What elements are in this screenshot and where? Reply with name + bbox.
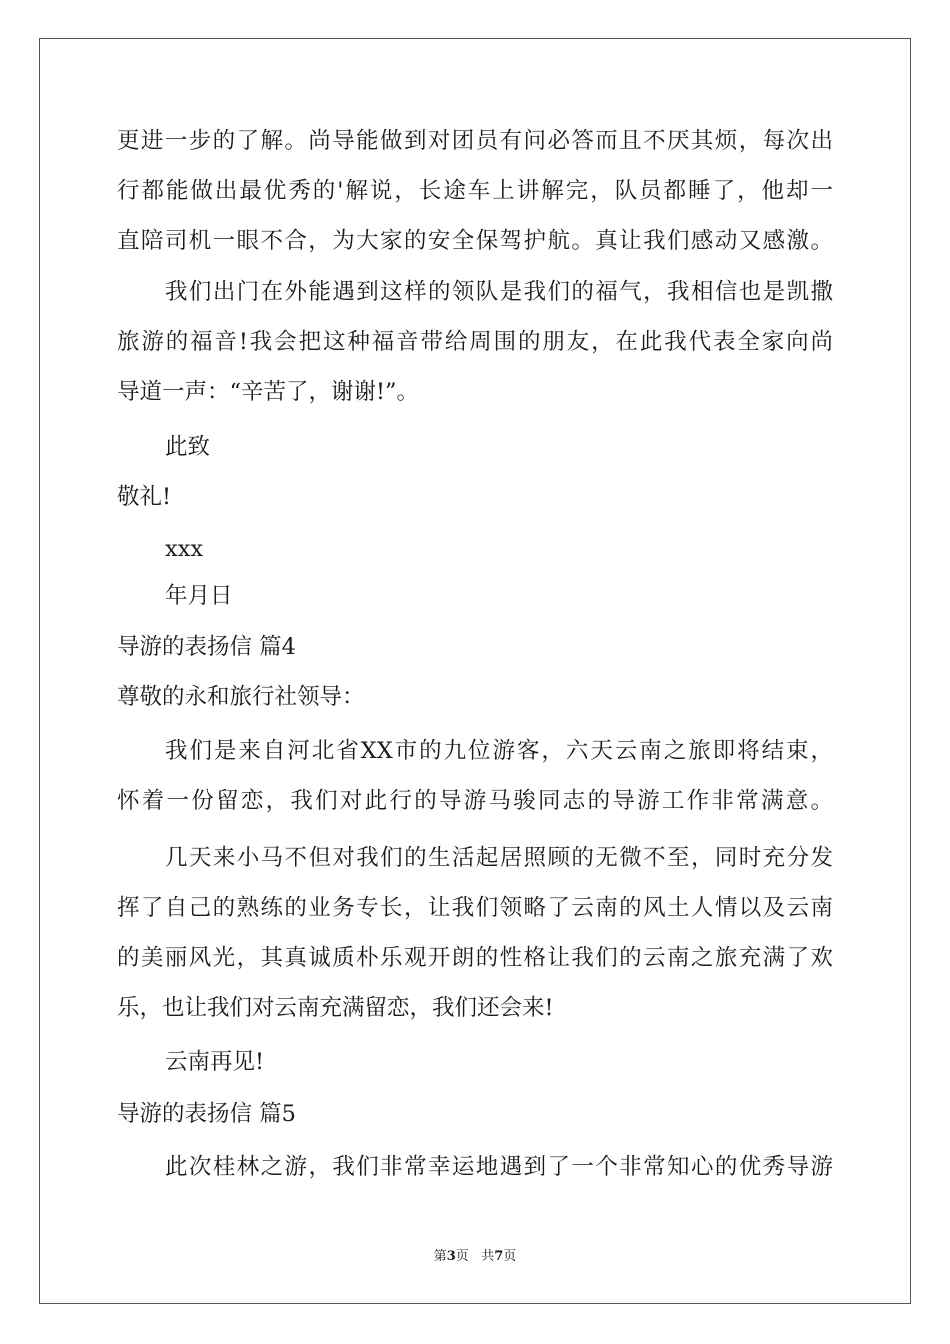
paragraph-line: 我们出门在外能遇到这样的领队是我们的福气，我相信也是凯撒 bbox=[165, 279, 833, 305]
paragraph-line: 更进一步的了解。尚导能做到对团员有问必答而且不厌其烦，每次出 bbox=[117, 128, 833, 154]
paragraph-line: 怀着一份留恋，我们对此行的导游马骏同志的导游工作非常满意。 bbox=[117, 788, 833, 814]
footer-prefix: 第 bbox=[433, 1249, 447, 1264]
letter-greeting: 尊敬的永和旅行社领导： bbox=[117, 684, 365, 710]
section-heading: 导游的表扬信 篇5 bbox=[117, 1101, 296, 1127]
paragraph-line: 的美丽风光，其真诚质朴乐观开朗的性格让我们的云南之旅充满了欢 bbox=[117, 945, 833, 971]
signature-name: xxx bbox=[165, 536, 204, 562]
paragraph-line: 直陪司机一眼不合，为大家的安全保驾护航。真让我们感动又感激。 bbox=[117, 228, 833, 254]
page-footer bbox=[0, 1248, 950, 1266]
paragraph-line: 旅游的福音!我会把这种福音带给周围的朋友，在此我代表全家向尚 bbox=[117, 329, 833, 355]
section-heading: 导游的表扬信 篇4 bbox=[117, 634, 296, 660]
closing-regards: 敬礼! bbox=[117, 484, 172, 510]
paragraph-line: 此次桂林之游，我们非常幸运地遇到了一个非常知心的优秀导游 bbox=[165, 1154, 833, 1180]
footer-suffix: 页 bbox=[503, 1249, 517, 1264]
closing-salutation: 此致 bbox=[165, 434, 211, 460]
paragraph-line: 乐，也让我们对云南充满留恋，我们还会来! bbox=[117, 995, 554, 1021]
paragraph-line: 几天来小马不但对我们的生活起居照顾的无微不至，同时充分发 bbox=[165, 845, 833, 871]
paragraph-line: 我们是来自河北省XX市的九位游客，六天云南之旅即将结束， bbox=[165, 738, 833, 764]
footer-middle: 页 共 bbox=[455, 1249, 495, 1264]
paragraph-line: 导道一声：“辛苦了，谢谢!”。 bbox=[117, 379, 420, 405]
paragraph-line: 云南再见! bbox=[165, 1049, 265, 1075]
paragraph-line: 行都能做出最优秀的'解说，长途车上讲解完，队员都睡了，他却一 bbox=[117, 178, 833, 204]
signature-date: 年月日 bbox=[165, 583, 233, 609]
total-page-count: 7 bbox=[494, 1249, 504, 1264]
paragraph-line: 挥了自己的熟练的业务专长，让我们领略了云南的风土人情以及云南 bbox=[117, 895, 833, 921]
current-page-number: 3 bbox=[446, 1249, 456, 1264]
